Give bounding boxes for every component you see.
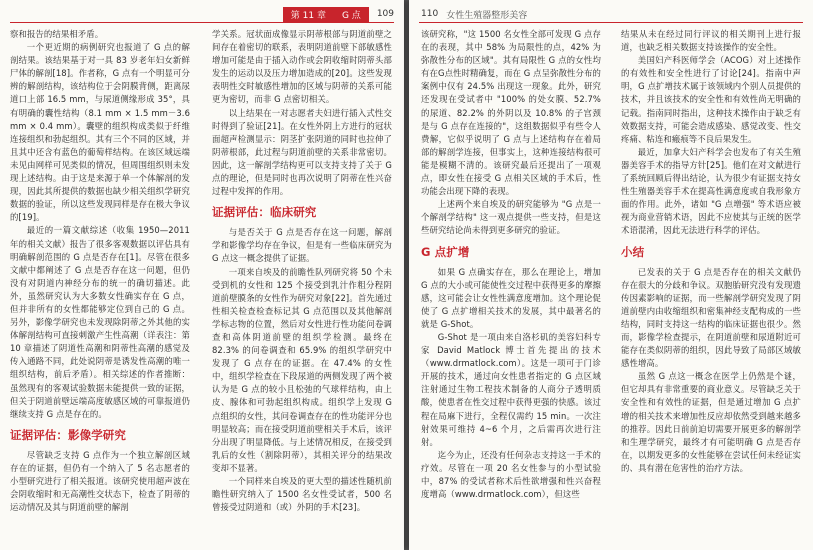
section-label: G 点: [334, 7, 369, 22]
paragraph: 该研究称，"这 1500 名女性全部可发现 G 点存在的表现，其中 58% 为局限性的点，42% 为弥散性分布的区域"。其有局限性 G 点的女性均有在G点性时精确复，而在 G 点呈弥散性分布的案例中仅有 24.5% 出现这一现象。此外，研究还发现在受试者中 "100% 的处女膜、52.7% 的尿道、82.2% 的外阴以及 10.8% 的子宫颈是与 G 点存在连接的"，这组数据似乎有些令人费解，它似乎说明了 G 点与上述结构存在着局部的解剖学连接，但事实上，这种连接结构很可能是模糊不清的。该研究最后还提出了一项观点，即女性在接受 G 点相关区域的手术后，性功能会出现下降的表现。: [421, 29, 601, 197]
paragraph: G-Shot 是一项由来自洛杉矶的美容妇科专家 David Matlock 博士首先提出的技术（www.drmatlock.com）。这是一项可于门诊开展的技术，通过向女性患者指定的 G 点区域注射通过生物工程技术制备的人商分子透明质酸，使患者在性交过程中获得更强的快感。该过程在局麻下进行，全程仅需约 15 min。一次注射效果可维持 4~6 个月，之后需再次进行注射。: [421, 331, 601, 447]
paragraph: 一项来自埃及的前瞻性队列研究将 50 个未受到机的女性和 125 个接受到乳汁作粗分程阴道前壁膜条的女性作为研究对象[22]。首先通过性相关检查检查标记其 G 点范围以及其他解剖学标志物的位置，然后对女性进行性功能问卷调查和高体阴道前壁的组织学检测。最终在 82.3% 的问卷调查和 65.9% 的组织学研究中发现了 G 点存在的证据。在 47.4% 的女性中，组织学检查在下段尿道的两侧发现了两个被认为是 G 点的较小且松弛的气球样结构，由上皮、腺体和可勃起组织构成。组织学上发现 G 点组织的女性，其问卷调查存在的性功能评分也明显较高；而在接受阴道前壁相关手术后，该评分出现了明显降低。与上述情况相反，在接受到乳后的女性（割除阴蒂），其相关评分的结果改变却不显著。: [212, 266, 392, 473]
header-rule: [419, 22, 803, 23]
paragraph: 虽然 G 点这一概念在医学上仍然是个谜，但它却具有非常重要的商业意义。尽管缺乏关于安全性和有效性的证据，但是通过增加 G 点扩增的相关技术来增加性反应却依然受到越来越多的推荐。因此日前前迫切需要开展更多的解剖学和生理学研究，最终才有可能明确 G 点是否存在，以期发更多的女性能够在尝试任何未经证实的、具有潜在危害性的治疗方法。: [621, 371, 801, 473]
left-page: [0, 0, 404, 550]
paragraph: 一个同样来自埃及的更大型的描述性随机前瞻性研究纳入了 1500 名女性受试者，500 名曾接受过阴道和（或）外阴的手术[23]。: [212, 476, 392, 513]
book-title: 女性生殖器整形美容: [446, 10, 528, 21]
right-page-header: [421, 6, 527, 22]
section-heading-amplification: G 点扩增: [421, 244, 470, 259]
page-number: 109: [376, 9, 394, 19]
paragraph: 尽管缺乏支持 G 点作为一个独立解剖区域存在的证据，但仍有一个纳入了 5 名志愿者的小型研究进行了相关报道。该研究使用超声波在会阴收缩时和无高潮性交状态下，检查了阴蒂的运动情况及其与阴道前壁的解剖: [10, 449, 190, 513]
paragraph: 上述两个来自埃及的研究能够为 "G 点是一个解剖学结构" 这一观点提供一些支持，但是这些研究结论尚未得到更多研究的验证。: [421, 199, 601, 236]
chapter-label: 第 11 章: [283, 7, 334, 22]
paragraph: 以上结果在一对志愿者夫妇进行插入式性交时得到了验证[21]。在女性外阴上方进行的冠状面超声检测显示：阴茎扩张阴道的同时也拉伸了阴蒂根部，此过程与阴道前壁的关系非常密切。因此，这一解剖学结构更可以支持支持了关于 G 点的理论，但是同时也再次说明了阴蒂在性兴奋过程中发挥的作用。: [212, 107, 392, 197]
paragraph: 与是否关于 G 点是否存在这一问题，解剖学和影像学均存在争议，但是有一些临床研究为 G 点这一概念提供了证据。: [212, 227, 392, 264]
right-column-2: [621, 28, 801, 475]
paragraph: 如果 G 点确实存在，那么在理论上，增加 G 点的大小或可能使性交过程中获得更多的摩擦感，这可能会让女性性满意度增加。这个理论促使了 G 点扩增相关技术的发展，其中最著名的就是 G-Shot。: [421, 266, 601, 329]
paragraph: 迄今为止，还没有任何杂志支持这一手术的疗效。尽管在一项 20 名女性参与的小型试验中，87% 的受试者称术后性欲增强和性兴奋程度增高（www.drmatlock.com），但这些: [421, 449, 601, 500]
right-page: [409, 0, 813, 550]
left-column-2: [212, 28, 392, 514]
left-column-1: [10, 28, 190, 514]
paragraph: 结果从未在经过同行评议的相关期刊上进行报道，也缺乏相关数据支持该操作的安全性。: [621, 29, 801, 53]
paragraph: 察和报告的结果相矛盾。: [10, 29, 104, 39]
left-page-header: [283, 6, 394, 22]
section-heading-clinical: 证据评估：临床研究: [212, 205, 317, 220]
paragraph: 最近的一篇文献综述（收集 1950—2011 年的相关文献）报告了很多客观数据以评估具有明确解剖范围的 G 点是否存在[1]。尽管在很多文献中都阐述了 G 点是否存在这一问题，但仍没有对阴道内神经分布的统一的确切描述。此外，虽然研究认为大多数女性确实存在 G 点，但并非所有的女性都能够定位到自己的 G 点。另外，影像学研究也未发现除阴蒂之外其他的实体解剖结构可直接刺激产生性高潮（详表注：第 10 章描述了阴道性高潮和阴蒂性高潮的感觉及传入通路不同，此处说阴蒂是诱发性高潮的唯一组织结构，前后矛盾）。相关综述的作者推断：虽然现有的客观试验数据未能提供一致的证据，但关于阴道前壁远端高度敏感区域的可靠报道仍继续支持 G 点是存在的。: [10, 225, 190, 419]
paragraph: 最近，加拿大妇产科学会也发布了有关生殖器美容手术的指导方针[25]。他们在对文献进行了系统回顾后得出结论，认为很少有证据支持女性生殖器美容手术在提高性满意度或自我形象方面的作用。此外，诸如 "G 点增强" 等术语应被视为商业营销术语，因此不应使其与正统的医学术语混淆，因此无法进行科学的评估。: [621, 146, 801, 236]
section-heading-summary: 小结: [621, 244, 645, 259]
paragraph: 已发表的关于 G 点是否存在的相关文献仍存在很大的分歧和争议。双胞胎研究没有发现遗传因素影响的证据，而一些解剖学研究发现了阴道前壁内由收缩组织和密集神经支配构成的一些结构，同时支持这一结构的临床证据也很少。然而，影像学检查提示，在阴道前壁和尿道附近可能存在类似阴蒂的组织，因此导致了局部区域敏感性增高。: [621, 266, 801, 369]
right-column-1: [421, 28, 601, 501]
paragraph: 美国妇产科医师学会（ACOG）对上述操作的有效性和安全性进行了讨论[24]。指南中声明，G 点扩增技术属于该领域内个别人员提供的技术，并且该技术的安全性和有效性尚无明确的记载。指南同时指出，这种技术操作由于缺乏有效数据支持，可能会造成感染、感觉改变、性交疼痛、粘连和瘢痕等不良后果发生。: [621, 55, 801, 144]
page-number: 110: [421, 9, 439, 19]
paragraph: 一个更近期的病例研究也报道了 G 点的解剖结果。该结果基于对一具 83 岁老年妇女新鲜尸体的解剖[18]。作者称，G 点有一个明显可分辨的解剖结构，该结构位于会阴膜背侧，距离尿道口上部 16.5 mm，与尿道侧缘形成 35°，具有明确的囊性结构（8.1 mm × 1.5 mm－3.6 mm × 0.4 mm）。囊壁的组织构成类似于纤维连接组织和勃起组织。其有三个不同的区域，并且其中还含有蓝色的葡萄样结构。在该区域远端未见由网样可见类似的情况，但周围组织则未发现上述结构。由于这是来源于单一个体解剖的发现，因此其所提供的数据也缺少相关组织学研究数据的验证，所以这些发现同样是存在极大争议的[19]。: [10, 42, 190, 223]
section-heading-imaging: 证据评估：影像学研究: [10, 427, 126, 442]
paragraph: 学关系。冠状面成像显示阴蒂根部与阴道前壁之间存在着密切的联系，表明阴道前壁下部敏感性增加可能是由于插入动作或会阴收缩时阴蒂头部发生的运动以及压力增加造成的[20]。这些发现表明性交时敏感性增加的区域与阴蒂的关系可能更为密切，而非 G 点密切相关。: [212, 29, 392, 105]
header-rule: [10, 22, 394, 23]
